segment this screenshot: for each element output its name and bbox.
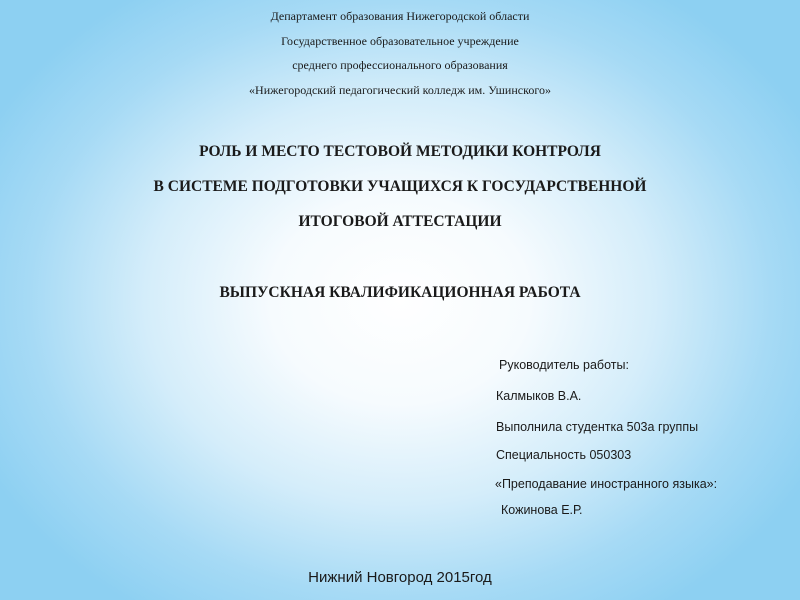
- header-line-college: «Нижегородский педагогический колледж им. Ушинского»: [249, 82, 551, 97]
- work-type-subtitle: ВЫПУСКНАЯ КВАЛИФИКАЦИОННАЯ РАБОТА: [219, 284, 581, 301]
- thesis-title: [0, 134, 800, 239]
- header-line-institution: Государственное образовательное учреждение: [281, 33, 519, 48]
- institution-header: [0, 4, 800, 102]
- city-year-footer: Нижний Новгород 2015год: [308, 569, 492, 586]
- header-line-department: Департамент образования Нижегородской области: [270, 9, 530, 23]
- specialty-name-line: «Преподавание иностранного языка»:: [495, 477, 718, 491]
- supervisor-label: Руководитель работы:: [499, 358, 629, 372]
- title-line-1: РОЛЬ И МЕСТО ТЕСТОВОЙ МЕТОДИКИ КОНТРОЛЯ: [199, 143, 601, 160]
- supervisor-name: Калмыков В.А.: [496, 389, 582, 403]
- title-line-3: ИТОГОВОЙ АТТЕСТАЦИИ: [298, 213, 502, 230]
- header-line-education-level: среднего профессионального образования: [292, 58, 508, 72]
- student-group-line: Выполнила студентка 503а группы: [496, 420, 699, 434]
- title-line-2: В СИСТЕМЕ ПОДГОТОВКИ УЧАЩИХСЯ К ГОСУДАРСТВЕННОЙ: [153, 178, 647, 195]
- student-name: Кожинова Е.Р.: [501, 503, 583, 517]
- specialty-code-line: Специальность 050303: [496, 448, 632, 462]
